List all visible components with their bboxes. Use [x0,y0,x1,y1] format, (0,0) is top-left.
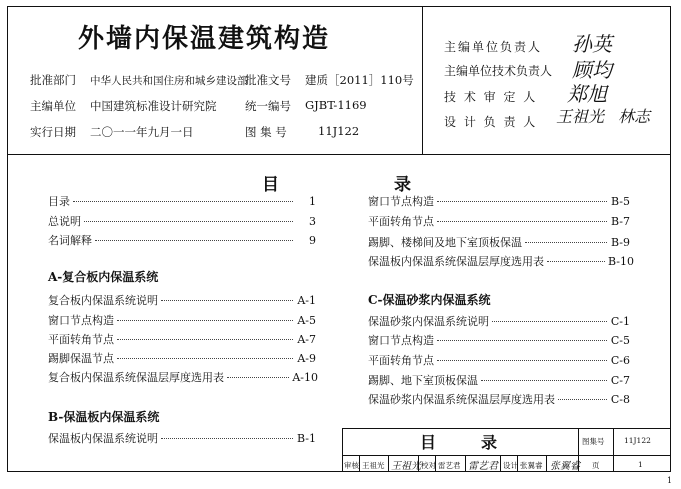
toc-row[interactable] [48,292,316,306]
toc-row-page: B-9 [610,236,630,249]
unified-no: GJBT-1169 [305,98,367,112]
leader-dots [481,380,607,381]
toc-row-title: 窗口节点构造 [48,314,114,327]
toc-row-title: 保温板内保温系统说明 [48,432,158,445]
approval-doc-label: 批准文号 [245,73,291,87]
chief-tech-head-label: 主编单位技术负责人 [444,64,553,78]
toc-row-page: C-7 [610,374,630,387]
toc-row[interactable] [368,234,630,248]
editor-unit: 中国建筑标准设计研究院 [90,99,217,113]
title-block-divider [546,455,547,472]
title-block-atlas-label: 图集号 [582,437,605,446]
toc-row-page: A-7 [297,333,316,346]
unified-no-label: 统一编号 [245,99,291,113]
leader-dots [117,358,293,359]
approval-doc: 建质［2011］110号 [305,73,414,87]
toc-row[interactable] [48,232,316,246]
chief-unit-head-signature: 孙英 [572,32,612,56]
leader-dots [437,340,607,341]
title-block-title-right: 录 [481,433,498,452]
leader-dots [84,221,293,222]
title-block-divider [359,455,360,472]
toc-row[interactable] [48,369,318,383]
reviewer-name: 王祖光 [362,461,385,470]
check-label: 校对 [421,461,436,470]
toc-row-title: 踢脚保温节点 [48,352,114,365]
leader-dots [117,339,293,340]
toc-row[interactable] [48,331,316,345]
header-vertical-divider [422,6,423,154]
title-block-row-divider [342,455,671,456]
toc-row-title: 复合板内保温系统保温层厚度选用表 [48,371,224,384]
review-label: 审核 [344,461,359,470]
checker-signature: 雷艺君 [468,461,498,472]
title-block-atlas-no: 11J122 [624,436,651,445]
leader-dots [161,300,293,301]
approval-dept-label: 批准部门 [30,73,76,87]
toc-row[interactable] [368,352,630,366]
toc-row[interactable] [368,193,630,207]
page-number: 1 [638,460,643,469]
chief-unit-head-label: 主编单位负责人 [444,40,543,54]
title-block-title-left: 目 [420,433,437,452]
toc-row-page: C-5 [610,334,630,347]
toc-heading-left: 目 [262,175,279,195]
toc-row[interactable] [368,332,630,346]
toc-row-page: A-1 [297,294,316,307]
designer-signature: 张翼睿 [550,461,580,472]
toc-row-title: 平面转角节点 [48,333,114,346]
approval-dept: 中华人民共和国住房和城乡建设部 [90,75,248,87]
toc-row-page: A-9 [297,352,316,365]
effective-label: 实行日期 [30,125,76,139]
leader-dots [437,201,607,202]
designer-name: 张翼睿 [520,461,543,470]
title-block-divider [613,428,614,472]
toc-row-title: 复合板内保温系统说明 [48,294,158,307]
section-a-heading: A-复合板内保温系统 [48,270,159,284]
toc-row-title: 平面转角节点 [368,215,434,228]
toc-row[interactable] [48,430,316,444]
toc-row-title: 保温砂浆内保温系统保温层厚度选用表 [368,393,555,406]
toc-row[interactable] [368,372,630,386]
leader-dots [95,240,293,241]
atlas-label: 图 集 号 [245,125,287,139]
toc-row-page: 1 [309,195,316,208]
toc-row-title: 保温板内保温系统保温层厚度选用表 [368,255,544,268]
toc-row[interactable] [48,213,316,227]
design-lead-label: 设 计 负 责 人 [444,115,538,129]
leader-dots [525,242,607,243]
page-label: 页 [592,461,600,470]
toc-row-page: A-10 [292,371,318,384]
effective-date: 二〇一一年九月一日 [90,125,194,139]
title-block-divider [465,455,466,472]
toc-row-page: C-1 [610,315,630,328]
leader-dots [437,221,607,222]
toc-row-page: C-8 [610,393,630,406]
leader-dots [161,438,293,439]
toc-row-page: B-7 [610,215,630,228]
chief-tech-head-signature: 顾均 [572,58,612,82]
tech-reviewer-label: 技 术 审 定 人 [444,90,538,104]
atlas-no: 11J122 [318,124,360,138]
toc-row-title: 名词解释 [48,234,92,247]
toc-row-title: 窗口节点构造 [368,195,434,208]
toc-heading-right: 录 [394,175,411,195]
toc-row-title: 平面转角节点 [368,354,434,367]
leader-dots [117,320,293,321]
toc-row-page: B-10 [607,255,634,268]
title-block-divider [388,455,389,472]
checker-name: 雷艺君 [438,461,461,470]
tech-reviewer-signature: 郑旭 [567,82,607,106]
header-divider [7,154,671,155]
toc-row-title: 目录 [48,195,70,208]
toc-row[interactable] [368,391,630,405]
document-title: 外墙内保温建筑构造 [78,24,331,54]
sheet-page-number: 1 [667,476,673,485]
toc-row[interactable] [48,350,316,364]
toc-row[interactable] [368,253,634,267]
leader-dots [547,261,605,262]
toc-row-page: C-6 [610,354,630,367]
toc-row[interactable] [48,312,316,326]
toc-row-title: 保温砂浆内保温系统说明 [368,315,489,328]
toc-row-page: B-5 [610,195,630,208]
toc-row[interactable] [368,213,630,227]
toc-row-title: 窗口节点构造 [368,334,434,347]
editor-unit-label: 主编单位 [30,99,76,113]
toc-row-page: 3 [309,215,316,228]
toc-row-page: 9 [309,234,316,247]
leader-dots [492,321,607,322]
leader-dots [73,201,293,202]
toc-row-title: 踢脚、地下室顶板保温 [368,374,478,387]
section-b-heading: B-保温板内保温系统 [48,410,160,424]
toc-row-page: A-5 [297,314,316,327]
design-label: 设计 [503,461,518,470]
toc-row-page: B-1 [296,432,316,445]
design-lead-signature-2: 林志 [618,107,651,126]
leader-dots [558,399,607,400]
toc-row-title: 总说明 [48,215,81,228]
toc-row[interactable] [368,313,630,327]
reviewer-signature: 王祖光 [391,461,421,472]
title-block-divider [500,455,501,472]
leader-dots [227,377,289,378]
section-c-heading: C-保温砂浆内保温系统 [368,293,491,307]
leader-dots [437,360,607,361]
design-lead-signature: 王祖光 [556,107,605,126]
toc-row[interactable] [48,193,316,207]
toc-row-title: 踢脚、楼梯间及地下室顶板保温 [368,236,522,249]
